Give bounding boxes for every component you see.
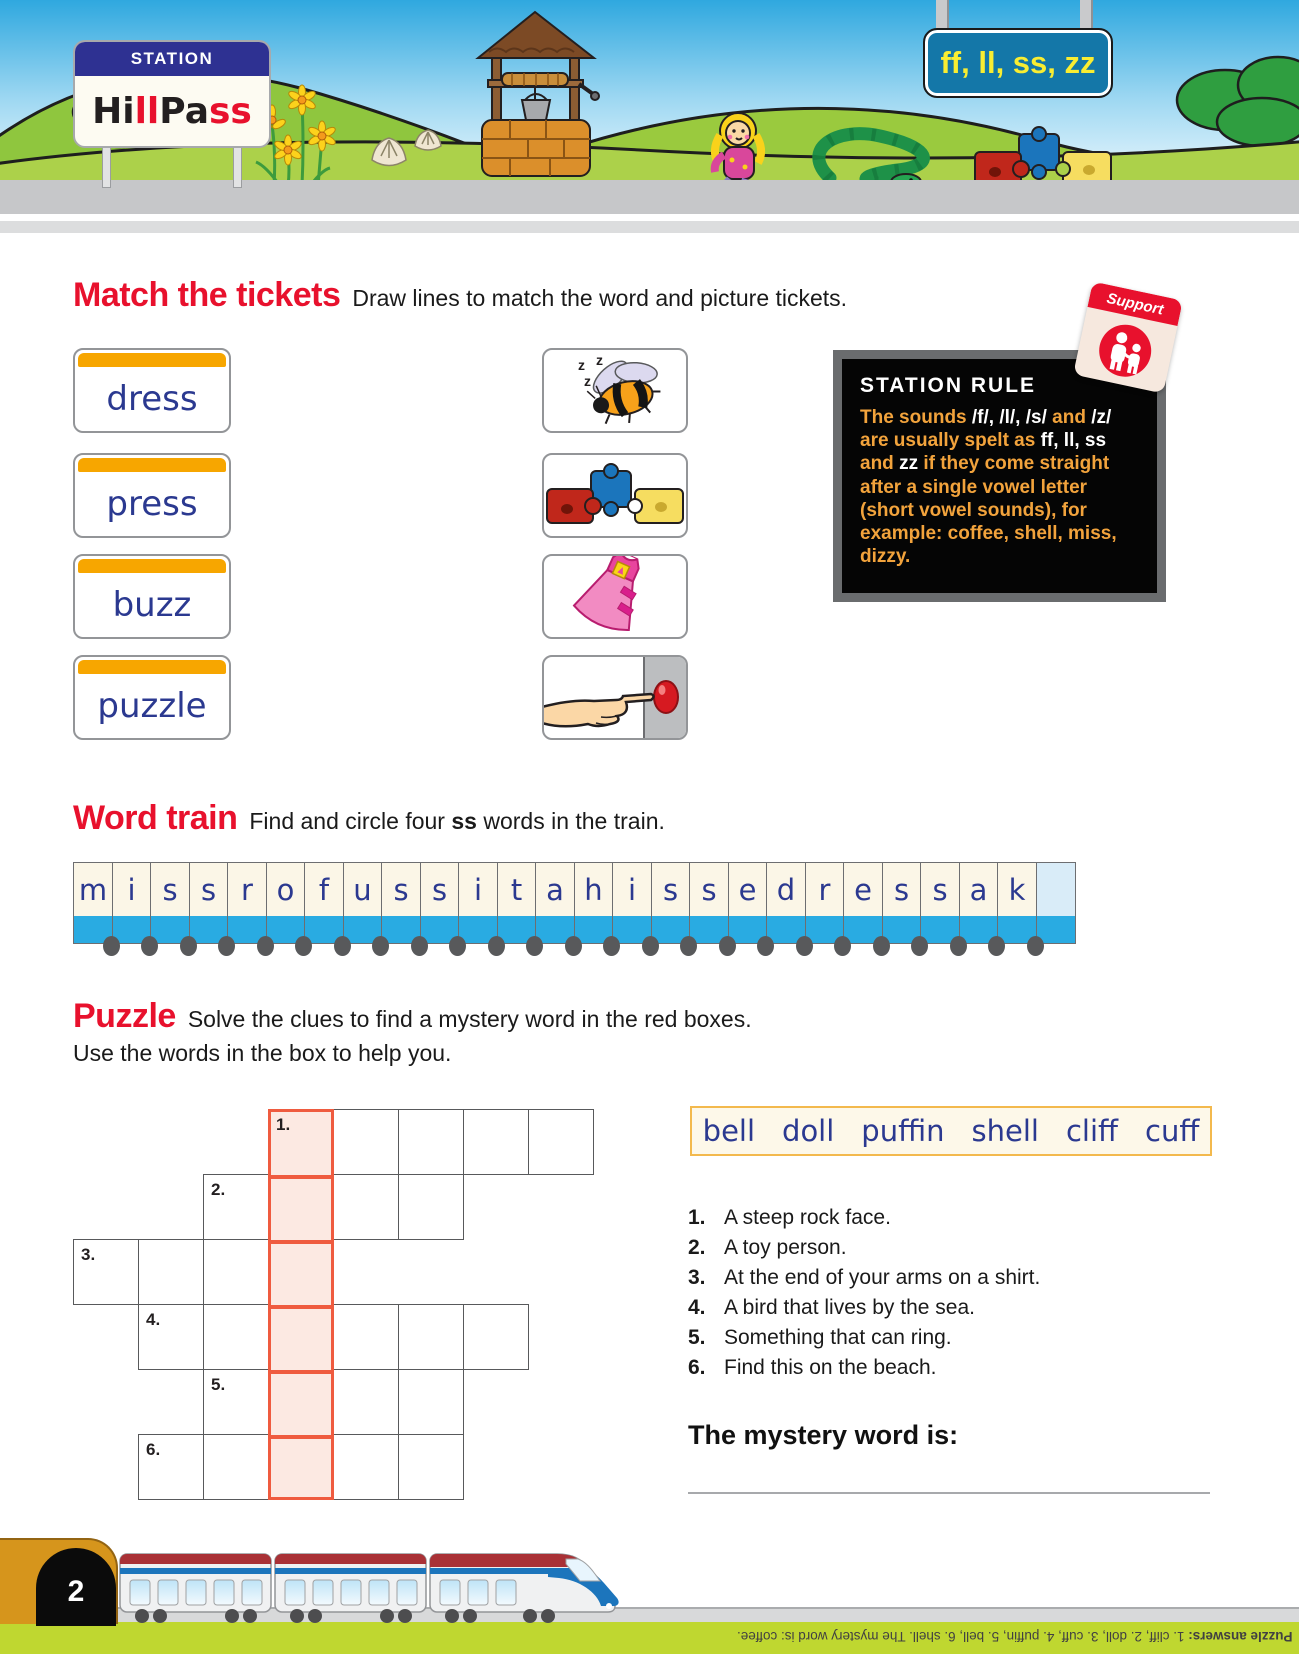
train-wheel-icon bbox=[1027, 936, 1044, 956]
train-car[interactable] bbox=[304, 862, 344, 944]
footer-train-icon bbox=[118, 1540, 638, 1628]
train-wheel-icon bbox=[911, 936, 928, 956]
answers-label: Puzzle answers: bbox=[1184, 1629, 1293, 1644]
train-car[interactable] bbox=[343, 862, 383, 944]
topic-badge bbox=[923, 28, 1113, 98]
station-name-part: Hi bbox=[92, 90, 135, 132]
match-title: Match the tickets bbox=[73, 276, 341, 314]
train-car-empty[interactable] bbox=[1036, 862, 1076, 944]
train-car[interactable] bbox=[728, 862, 768, 944]
red-column-divider bbox=[271, 1305, 331, 1309]
train-car-letter: s bbox=[932, 872, 948, 907]
word-bank bbox=[690, 1106, 1212, 1156]
ticket-top-bar bbox=[78, 458, 226, 472]
train-car-letter: s bbox=[893, 872, 910, 907]
train-car[interactable] bbox=[805, 862, 845, 944]
crossword-clue-number: 5. bbox=[211, 1375, 226, 1394]
train-car-letter: i bbox=[127, 872, 136, 907]
word-train-heading bbox=[73, 799, 665, 838]
train-car-letter: k bbox=[1008, 872, 1026, 907]
crossword-clue-number: 1. bbox=[276, 1115, 291, 1134]
station-rule-text: The sounds /f/, /l/, /s/ and /z/ are usually spelt as ff, ll, ss and zz if they come straight after a single vowel letter (short vowel sounds), for example: coffee, shell, miss, dizzy. bbox=[860, 407, 1117, 568]
train-car-letter: e bbox=[738, 872, 757, 907]
puzzle-pieces-icon bbox=[544, 455, 686, 536]
support-badge-label: Support bbox=[1087, 281, 1182, 326]
train-wheel-icon bbox=[372, 936, 389, 956]
crossword-cell[interactable] bbox=[333, 1434, 399, 1500]
train-car-letter: r bbox=[818, 872, 831, 907]
topic-badge-label: ff, ll, ss, zz bbox=[940, 45, 1096, 80]
station-sign-label: STATION bbox=[75, 42, 269, 76]
match-section-heading bbox=[73, 276, 847, 315]
train-car-letter: s bbox=[200, 872, 217, 907]
train-wheel-icon bbox=[180, 936, 197, 956]
station-name bbox=[75, 76, 269, 146]
train-wheel-icon bbox=[257, 936, 274, 956]
red-column-divider bbox=[271, 1370, 331, 1374]
crossword-clue-number: 2. bbox=[211, 1180, 226, 1199]
train-car[interactable] bbox=[266, 862, 306, 944]
train-car[interactable] bbox=[766, 862, 806, 944]
train-car-letter: a bbox=[969, 872, 988, 907]
word-bank-word: shell bbox=[971, 1114, 1039, 1148]
train-wheel-icon bbox=[488, 936, 505, 956]
train-car[interactable] bbox=[920, 862, 960, 944]
match-instruction: Draw lines to match the word and picture tickets. bbox=[352, 285, 848, 311]
red-column-divider bbox=[271, 1175, 331, 1179]
crossword-cell[interactable] bbox=[138, 1239, 204, 1305]
crossword-cell[interactable] bbox=[398, 1369, 464, 1435]
train-car-letter: s bbox=[162, 872, 178, 907]
crossword-cell[interactable] bbox=[203, 1434, 269, 1500]
word-ticket-label: dress bbox=[106, 379, 198, 419]
crossword-cell[interactable] bbox=[528, 1109, 594, 1175]
picture-ticket-puzzle-pieces[interactable] bbox=[542, 453, 688, 538]
train-car[interactable] bbox=[112, 862, 152, 944]
picture-ticket-press-button[interactable] bbox=[542, 655, 688, 740]
train-wheel-icon bbox=[873, 936, 890, 956]
train-car-letter: s bbox=[393, 872, 409, 907]
clue-item: 1. A steep rock face. bbox=[688, 1206, 891, 1229]
train-car-letter: r bbox=[241, 872, 253, 907]
station-name-part: Pa bbox=[159, 90, 209, 132]
word-train bbox=[73, 862, 1076, 944]
train-wheel-icon bbox=[295, 936, 312, 956]
badge-post-left bbox=[936, 0, 949, 30]
station-rule-inner bbox=[842, 359, 1157, 593]
bee-z1: z bbox=[578, 357, 585, 373]
train-wheel-icon bbox=[757, 936, 774, 956]
station-rule-title: STATION RULE bbox=[860, 374, 1037, 397]
page-number: 2 bbox=[67, 1575, 85, 1608]
train-wheel-icon bbox=[642, 936, 659, 956]
crossword-cell[interactable] bbox=[333, 1109, 399, 1175]
clue-item: 5. Something that can ring. bbox=[688, 1326, 952, 1349]
platform-strip-2 bbox=[0, 221, 1299, 233]
red-column-divider bbox=[271, 1435, 331, 1439]
train-car-letter: h bbox=[584, 872, 603, 907]
word-ticket-buzz[interactable] bbox=[73, 554, 231, 639]
puzzle-instruction-2: Use the words in the box to help you. bbox=[73, 1040, 452, 1066]
station-rule-board bbox=[833, 350, 1166, 602]
clue-item: 4. A bird that lives by the sea. bbox=[688, 1296, 975, 1319]
train-car-letter: i bbox=[473, 872, 483, 907]
clue-item: 6. Find this on the beach. bbox=[688, 1356, 937, 1379]
train-car[interactable] bbox=[458, 862, 498, 944]
train-wheel-icon bbox=[680, 936, 697, 956]
word-bank-word: cuff bbox=[1145, 1114, 1200, 1148]
train-car[interactable] bbox=[73, 862, 113, 944]
puzzle-answers-upside-down bbox=[737, 1629, 1293, 1644]
train-car[interactable] bbox=[651, 862, 691, 944]
puzzle-title: Puzzle bbox=[73, 997, 176, 1035]
crossword-cell[interactable] bbox=[398, 1304, 464, 1370]
train-car[interactable] bbox=[189, 862, 229, 944]
crossword-cell[interactable] bbox=[398, 1434, 464, 1500]
train-wheel-icon bbox=[103, 936, 120, 956]
word-bank-word: puffin bbox=[861, 1114, 945, 1148]
crossword-cell[interactable] bbox=[203, 1239, 269, 1305]
word-ticket-label: press bbox=[106, 484, 198, 524]
train-car[interactable] bbox=[150, 862, 190, 944]
crossword-clue-number: 6. bbox=[146, 1440, 161, 1459]
word-train-title: Word train bbox=[73, 799, 238, 837]
train-wheel-icon bbox=[834, 936, 851, 956]
dress-icon bbox=[544, 556, 686, 637]
train-car-letter: s bbox=[431, 872, 448, 907]
station-sign bbox=[73, 40, 271, 148]
tunnel-arch bbox=[36, 1548, 116, 1626]
support-badge bbox=[1073, 281, 1183, 393]
station-name-part: ll bbox=[134, 90, 160, 132]
crossword-cell[interactable] bbox=[398, 1109, 464, 1175]
train-car[interactable] bbox=[497, 862, 537, 944]
train-wheel-icon bbox=[334, 936, 351, 956]
clue-item: 2. A toy person. bbox=[688, 1236, 847, 1259]
train-car[interactable] bbox=[381, 862, 421, 944]
train-car-letter: e bbox=[854, 872, 872, 907]
ticket-top-bar bbox=[78, 353, 226, 367]
train-wheel-icon bbox=[719, 936, 736, 956]
train-wheel-icon bbox=[565, 936, 582, 956]
crossword-cell[interactable] bbox=[333, 1304, 399, 1370]
tunnel bbox=[0, 1538, 118, 1624]
train-wheel-icon bbox=[603, 936, 620, 956]
mystery-word-answer-line[interactable] bbox=[688, 1492, 1210, 1494]
train-car[interactable] bbox=[882, 862, 922, 944]
ticket-top-bar bbox=[78, 660, 226, 674]
train-car[interactable] bbox=[535, 862, 575, 944]
train-car-letter: t bbox=[510, 872, 523, 907]
word-ticket-press[interactable] bbox=[73, 453, 231, 538]
train-car[interactable] bbox=[689, 862, 729, 944]
train-wheel-icon bbox=[218, 936, 235, 956]
crossword-clue-number: 4. bbox=[146, 1310, 161, 1329]
train-car-letter: i bbox=[627, 872, 637, 907]
word-ticket-puzzle[interactable] bbox=[73, 655, 231, 740]
badge-post-right bbox=[1080, 0, 1093, 30]
train-wheel-icon bbox=[411, 936, 428, 956]
crossword-clue-number: 3. bbox=[81, 1245, 96, 1264]
sign-leg-left bbox=[102, 146, 111, 188]
bee-z2: z bbox=[596, 352, 603, 368]
train-car[interactable] bbox=[227, 862, 267, 944]
train-wheel-icon bbox=[449, 936, 466, 956]
puzzle-instruction-1: Solve the clues to find a mystery word in the red boxes. bbox=[187, 1006, 752, 1032]
train-wheel-icon bbox=[988, 936, 1005, 956]
station-name-part: ss bbox=[209, 90, 252, 132]
word-bank-word: bell bbox=[702, 1114, 756, 1148]
crossword-cell[interactable] bbox=[463, 1109, 529, 1175]
picture-ticket-buzzing-bee[interactable] bbox=[542, 348, 688, 433]
train-car[interactable] bbox=[997, 862, 1037, 944]
train-car[interactable] bbox=[420, 862, 460, 944]
clue-item: 3. At the end of your arms on a shirt. bbox=[688, 1266, 1041, 1289]
red-column-divider bbox=[271, 1240, 331, 1244]
sign-leg-right bbox=[233, 146, 242, 188]
puzzle-heading bbox=[73, 997, 752, 1036]
train-car[interactable] bbox=[612, 862, 652, 944]
train-car-letter: d bbox=[776, 872, 796, 907]
word-bank-word: cliff bbox=[1065, 1114, 1119, 1148]
train-car-letter: u bbox=[353, 872, 372, 907]
picture-ticket-dress[interactable] bbox=[542, 554, 688, 639]
clue-list bbox=[688, 1203, 1228, 1383]
bee-icon bbox=[544, 350, 686, 431]
crossword-grid bbox=[73, 1109, 598, 1501]
word-bank-word: doll bbox=[782, 1114, 835, 1148]
ticket-top-bar bbox=[78, 559, 226, 573]
train-wheel-icon bbox=[141, 936, 158, 956]
train-car-letter: s bbox=[662, 872, 679, 907]
train-car[interactable] bbox=[574, 862, 614, 944]
train-wheel-icon bbox=[950, 936, 967, 956]
answers-text: 1. cliff, 2. doll, 3. cuff, 4. puffin, 5. bell, 6. shell. The mystery word is: coffee. bbox=[737, 1629, 1185, 1644]
word-ticket-label: buzz bbox=[112, 585, 192, 625]
train-car-letter: f bbox=[318, 872, 330, 907]
train-wheel-icon bbox=[526, 936, 543, 956]
train-car[interactable] bbox=[959, 862, 999, 944]
crossword-cell[interactable] bbox=[203, 1304, 269, 1370]
press-button-icon bbox=[544, 657, 686, 738]
train-car-letter: s bbox=[701, 872, 717, 907]
crossword-cell[interactable] bbox=[398, 1174, 464, 1240]
train-car[interactable] bbox=[843, 862, 883, 944]
bee-z3: z bbox=[584, 373, 591, 389]
word-ticket-label: puzzle bbox=[97, 686, 207, 726]
platform-strip bbox=[0, 180, 1299, 214]
crossword-red-column[interactable] bbox=[268, 1109, 334, 1500]
word-train-instruction: Find and circle four ss words in the train. bbox=[249, 808, 665, 834]
word-ticket-dress[interactable] bbox=[73, 348, 231, 433]
train-car-letter: a bbox=[546, 872, 564, 907]
crossword-cell[interactable] bbox=[333, 1174, 399, 1240]
train-wheel-icon bbox=[796, 936, 813, 956]
train-car-letter: o bbox=[276, 872, 295, 907]
mystery-word-prompt: The mystery word is: bbox=[688, 1420, 959, 1450]
crossword-cell[interactable] bbox=[333, 1369, 399, 1435]
train-car-letter: m bbox=[78, 872, 108, 907]
crossword-cell[interactable] bbox=[463, 1304, 529, 1370]
